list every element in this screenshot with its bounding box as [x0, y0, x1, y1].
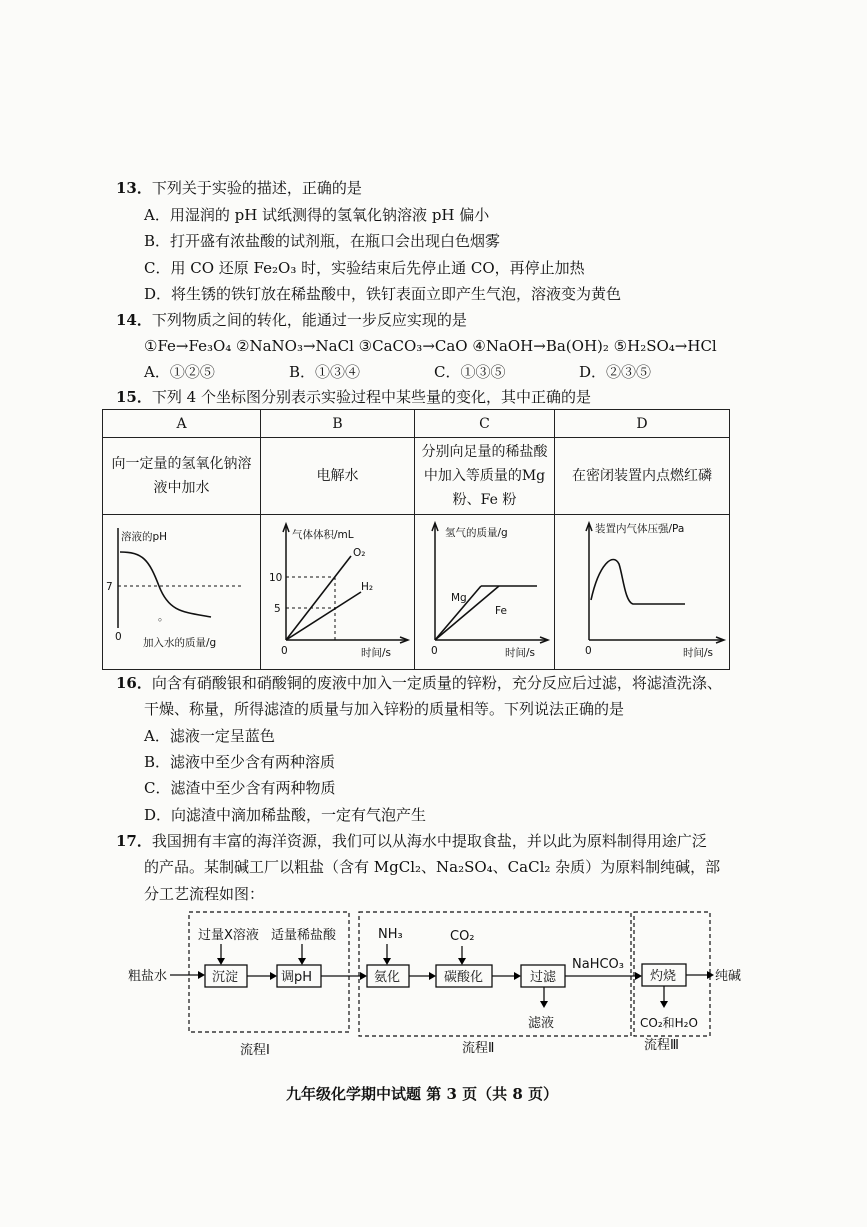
flow-step1: 沉淀 — [212, 970, 239, 985]
graph-c-fe-line — [435, 586, 499, 640]
graph-b-xlabel: 时间/s — [361, 647, 392, 659]
flow-step5: 过滤 — [530, 970, 557, 985]
flow-filtrate: 滤液 — [528, 1016, 555, 1031]
q16-option-d: D．向滤渣中滴加稀盐酸，一定有气泡产生 — [144, 806, 427, 824]
q13-option-d: D．将生锈的铁钉放在稀盐酸中，铁钉表面立即产生气泡，溶液变为黄色 — [144, 285, 622, 303]
q15-graph-b-cell — [261, 515, 415, 670]
graph-d-ylabel: 装置内气体压强/Pa — [595, 523, 685, 535]
q16-option-a: A．滤液一定呈蓝色 — [144, 727, 275, 745]
graph-c-xlabel: 时间/s — [505, 647, 536, 659]
q14-stem — [116, 310, 467, 330]
q13-stem-text: 下列关于实验的描述，正确的是 — [151, 179, 362, 197]
q15-header-d: D — [555, 410, 730, 438]
q17-stem-line3: 分工艺流程如图： — [144, 885, 265, 903]
q15-desc-d: 在密闭装置内点燃红磷 — [555, 438, 730, 515]
flow-step3: 氨化 — [374, 970, 401, 985]
flow-reagent2-arrowhead — [298, 958, 306, 965]
flow-nahco3: NaHCO₃ — [572, 957, 624, 972]
q15-desc-c: 分别向足量的稀盐酸中加入等质量的Mg 粉、Fe 粉 — [415, 438, 555, 515]
q14-stem-text: 下列物质之间的转化，能通过一步反应实现的是 — [151, 311, 467, 329]
flow-reagent1-arrowhead — [217, 958, 225, 965]
flow-reagent2: 适量稀盐酸 — [271, 928, 337, 943]
graph-a-tick-7: 7 — [106, 581, 113, 593]
flow-byproduct: CO₂和H₂O — [640, 1016, 698, 1030]
q15-desc-a: 向一定量的氢氧化钠溶液中加水 — [103, 438, 261, 515]
q17-number: 17． — [116, 832, 152, 850]
flow-stage2-label: 流程Ⅱ — [462, 1041, 495, 1056]
q15-graph-d-cell — [555, 515, 730, 670]
graph-c-ylabel: 氢气的质量/g — [445, 527, 508, 539]
q15-graph-b — [261, 516, 413, 668]
q16-option-c: C．滤渣中至少含有两种物质 — [144, 779, 336, 797]
q15-header-b: B — [261, 410, 415, 438]
page-footer: 九年级化学期中试题 第 3 页（共 8 页） — [286, 1085, 558, 1103]
graph-a-xlabel: 加入水的质量/g — [143, 637, 217, 649]
q15-header-a: A — [103, 410, 261, 438]
flow-stage1-label: 流程Ⅰ — [240, 1043, 270, 1058]
flow-arrow-2-3-head — [360, 972, 367, 980]
q15-graph-d — [555, 516, 728, 668]
graph-b-h2-line — [286, 592, 361, 640]
q16-number: 16． — [116, 674, 152, 692]
q13-stem — [116, 178, 362, 198]
q17-stem-line2: 的产品。某制碱工厂以粗盐（含有 MgCl₂、Na₂SO₄、CaCl₂ 杂质）为原料制纯碱，部 — [144, 858, 721, 876]
graph-b-h2-label: H₂ — [361, 581, 374, 593]
flow-step6: 灼烧 — [650, 969, 677, 984]
flow-arrow-3-4-head — [429, 972, 436, 980]
q17-stem-text1: 我国拥有丰富的海洋资源，我们可以从海水中提取食盐，并以此为原料制得用途广泛 — [151, 832, 707, 850]
flow-byproduct-arrowhead — [660, 1001, 668, 1008]
q15-stem — [116, 387, 591, 407]
q16-stem-line1 — [116, 673, 722, 693]
flow-co2-arrowhead — [458, 958, 466, 965]
graph-b-o2-label: O₂ — [353, 547, 366, 559]
graph-a-origin: 0 — [115, 631, 122, 643]
q13-option-b: B．打开盛有浓盐酸的试剂瓶，在瓶口会出现白色烟雾 — [144, 232, 501, 250]
flow-nh3-arrowhead — [383, 958, 391, 965]
q13-number: 13． — [116, 179, 152, 197]
q14-option-b: B．①③④ — [289, 363, 361, 381]
q14-options — [144, 362, 651, 382]
graph-b-origin: 0 — [281, 645, 288, 657]
flow-stage3-label: 流程Ⅲ — [644, 1038, 679, 1053]
flow-arrow-4-5-head — [514, 972, 521, 980]
q16-option-b: B．滤液中至少含有两种溶质 — [144, 753, 336, 771]
q13-option-c: C．用 CO 还原 Fe₂O₃ 时，实验结束后先停止通 CO，再停止加热 — [144, 259, 585, 277]
q14-conversions: ①Fe→Fe₃O₄ ②NaNO₃→NaCl ③CaCO₃→CaO ④NaOH→Ba(OH)₂ ⑤H₂SO₄→HCl — [144, 337, 717, 355]
q13-option-a: A．用湿润的 pH 试纸测得的氢氧化钠溶液 pH 偏小 — [144, 206, 490, 224]
flow-nh3: NH₃ — [378, 927, 403, 942]
q14-option-c: C．①③⑤ — [434, 363, 506, 381]
flow-arrow-input-head — [198, 971, 205, 979]
graph-b-tick-10: 10 — [269, 572, 283, 584]
graph-a-ylabel: 溶液的pH — [121, 531, 168, 543]
flow-filtrate-arrowhead — [540, 1001, 548, 1008]
graph-d-curve — [591, 560, 685, 605]
q15-header-c: C — [415, 410, 555, 438]
graph-c-origin: 0 — [431, 645, 438, 657]
q14-option-a: A．①②⑤ — [144, 363, 215, 381]
q15-graph-a — [103, 516, 259, 668]
q17-flow-diagram — [128, 906, 748, 1058]
q16-stem-text1: 向含有硝酸银和硝酸铜的废液中加入一定质量的锌粉，充分反应后过滤，将滤渣洗涤、 — [151, 674, 722, 692]
flow-input: 粗盐水 — [128, 969, 168, 984]
q15-graph-a-cell — [103, 515, 261, 670]
graph-b-o2-line — [286, 556, 351, 640]
flow-reagent1: 过量X溶液 — [198, 928, 259, 943]
graph-c-fe-label: Fe — [495, 605, 507, 617]
q15-graph-c-cell — [415, 515, 555, 670]
flow-step2: 调pH — [281, 970, 313, 985]
flow-product: 纯碱 — [715, 969, 742, 984]
graph-b-tick-5: 5 — [274, 603, 281, 615]
graph-d-origin: 0 — [585, 645, 592, 657]
graph-d-xlabel: 时间/s — [683, 647, 714, 659]
q14-option-d: D．②③⑤ — [579, 363, 652, 381]
flow-step4: 碳酸化 — [444, 970, 484, 985]
q15-table — [102, 409, 730, 670]
q15-desc-b: 电解水 — [261, 438, 415, 515]
q15-graph-c — [415, 516, 553, 668]
flow-co2: CO₂ — [450, 929, 475, 944]
flow-arrow-5-6-head — [635, 972, 642, 980]
q16-stem-line2: 干燥、称量，所得滤渣的质量与加入锌粉的质量相等。下列说法正确的是 — [144, 700, 625, 718]
graph-a-mark: 。 — [158, 611, 169, 623]
q14-number: 14． — [116, 311, 152, 329]
graph-c-mg-label: Mg — [451, 592, 467, 604]
q15-stem-text: 下列 4 个坐标图分别表示实验过程中某些量的变化，其中正确的是 — [151, 388, 591, 406]
graph-b-ylabel: 气体体积/mL — [292, 529, 354, 541]
graph-a-curve — [120, 552, 211, 617]
q15-number: 15． — [116, 388, 152, 406]
q17-stem-line1 — [116, 831, 707, 851]
flow-arrow-1-2-head — [270, 972, 277, 980]
